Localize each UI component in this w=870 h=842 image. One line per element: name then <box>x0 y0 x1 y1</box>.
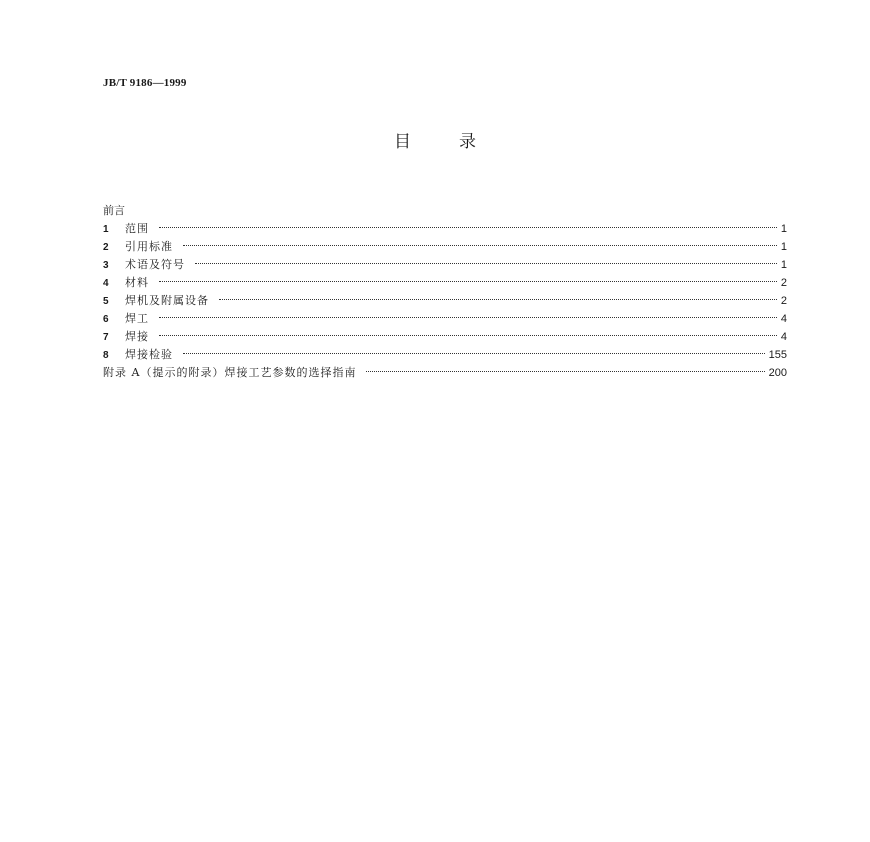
toc-entry-label: 焊工 <box>125 312 149 325</box>
dot-leader <box>159 335 777 336</box>
toc-entry-label: 焊接 <box>125 330 149 343</box>
toc-entry-page: 2 <box>780 295 787 307</box>
toc-entry-number: 5 <box>103 296 109 307</box>
toc-entry-page: 4 <box>780 331 787 343</box>
toc-entry-page: 1 <box>780 241 787 253</box>
toc-entry[interactable] <box>103 328 787 346</box>
toc-entry-number: 4 <box>103 278 109 289</box>
dot-leader <box>366 371 764 372</box>
toc-entry-label: 引用标准 <box>125 240 173 253</box>
toc-entry-page: 4 <box>780 313 787 325</box>
toc-entry[interactable] <box>103 346 787 364</box>
toc-appendix-entry[interactable] <box>103 364 787 382</box>
toc-entry[interactable] <box>103 256 787 274</box>
toc-title-char-2: 录 <box>459 132 476 152</box>
toc-entry-number: 7 <box>103 332 109 343</box>
toc-entry-number: 3 <box>103 260 109 271</box>
toc-entry[interactable] <box>103 238 787 256</box>
toc-appendix-label: 附录 A（提示的附录）焊接工艺参数的选择指南 <box>103 366 357 379</box>
toc-entry-page: 2 <box>780 277 787 289</box>
toc-entry-label: 焊接检验 <box>125 348 173 361</box>
toc-entry-page: 155 <box>768 349 787 361</box>
document-code: JB/T 9186—1999 <box>103 77 187 89</box>
toc-title-char-1: 目 <box>394 132 411 152</box>
toc-entry-label: 范围 <box>125 222 149 235</box>
toc-entry-label: 材料 <box>125 276 149 289</box>
dot-leader <box>183 245 777 246</box>
toc-entry-page: 1 <box>780 223 787 235</box>
dot-leader <box>195 263 777 264</box>
toc-entry-number: 2 <box>103 242 109 253</box>
dot-leader <box>219 299 777 300</box>
dot-leader <box>159 317 777 318</box>
toc-title <box>0 127 870 152</box>
toc-entry-number: 1 <box>103 224 109 235</box>
toc-entry-number: 8 <box>103 350 109 361</box>
toc-entry-number: 6 <box>103 314 109 325</box>
toc-entry[interactable] <box>103 292 787 310</box>
toc-entry[interactable] <box>103 310 787 328</box>
table-of-contents <box>103 202 787 382</box>
toc-entry[interactable] <box>103 220 787 238</box>
dot-leader <box>159 281 777 282</box>
dot-leader <box>159 227 777 228</box>
toc-appendix-page: 200 <box>768 367 787 379</box>
toc-entry-label: 焊机及附属设备 <box>125 294 209 307</box>
toc-entry-label: 术语及符号 <box>125 258 185 271</box>
toc-entry-page: 1 <box>780 259 787 271</box>
toc-preface[interactable]: 前言 <box>103 204 125 217</box>
dot-leader <box>183 353 765 354</box>
toc-entry[interactable] <box>103 274 787 292</box>
